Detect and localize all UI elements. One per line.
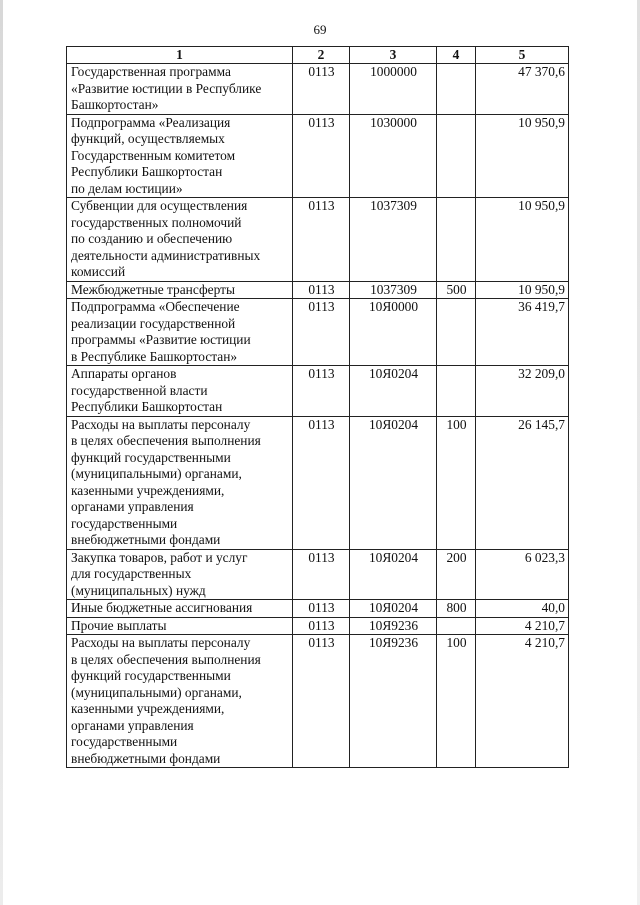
cell-article: 10Я0204 (350, 549, 437, 600)
table-row (67, 635, 569, 768)
name-line: Подпрограмма «Реализация (71, 114, 231, 130)
cell-sum: 47 370,6 (476, 64, 569, 115)
cell-name (67, 114, 293, 198)
table-row (67, 281, 569, 299)
cell-name (67, 198, 293, 282)
name-line: по созданию и обеспечению (71, 231, 233, 246)
table-row (67, 64, 569, 115)
name-line: Прочие выплаты (71, 617, 167, 633)
cell-sum: 40,0 (476, 600, 569, 618)
name-line: реализации государственной (71, 315, 236, 331)
name-line: Закупка товаров, работ и услуг (71, 549, 248, 565)
name-line: по делам юстиции» (71, 180, 183, 196)
name-line: Иные бюджетные ассигнования (71, 600, 253, 615)
header-col-4: 4 (437, 47, 476, 64)
name-line: внебюджетными фондами (71, 532, 221, 547)
name-line: государственными (71, 515, 178, 531)
cell-sum: 26 145,7 (476, 416, 569, 549)
name-line: функций государственными (71, 449, 231, 465)
cell-article: 10Я9236 (350, 635, 437, 768)
cell-article: 10Я9236 (350, 617, 437, 635)
name-line: Субвенции для осуществления (71, 198, 248, 213)
cell-section: 0113 (293, 64, 350, 115)
name-line: (муниципальных) нужд (71, 582, 206, 598)
cell-sum: 4 210,7 (476, 617, 569, 635)
cell-sum: 10 950,9 (476, 114, 569, 198)
page-number: 69 (313, 22, 327, 37)
name-line: государственными (71, 734, 178, 749)
name-line: Подпрограмма «Обеспечение (71, 299, 240, 314)
cell-expense-type (437, 64, 476, 115)
name-line: (муниципальными) органами, (71, 684, 242, 700)
name-line: Башкортостан» (71, 97, 159, 112)
name-line: Расходы на выплаты персоналу (71, 635, 251, 650)
name-line: внебюджетными фондами (71, 750, 221, 766)
cell-section: 0113 (293, 416, 350, 549)
cell-section: 0113 (293, 635, 350, 768)
name-line: «Развитие юстиции в Республике (71, 80, 262, 96)
cell-article: 10Я0204 (350, 366, 437, 417)
table-row (67, 299, 569, 366)
cell-expense-type: 200 (437, 549, 476, 600)
cell-section: 0113 (293, 114, 350, 198)
cell-name (67, 299, 293, 366)
cell-section: 0113 (293, 281, 350, 299)
cell-section: 0113 (293, 366, 350, 417)
name-line: Государственная программа (71, 64, 231, 79)
name-line: Расходы на выплаты персоналу (71, 416, 251, 432)
header-col-2: 2 (293, 47, 350, 64)
name-line: комиссий (71, 264, 126, 279)
cell-article: 1030000 (350, 114, 437, 198)
name-line: государственной власти (71, 382, 208, 398)
cell-name (67, 549, 293, 600)
cell-sum: 4 210,7 (476, 635, 569, 768)
table-row (67, 114, 569, 198)
table-row (67, 600, 569, 618)
name-line: органами управления (71, 717, 194, 733)
cell-article: 10Я0000 (350, 299, 437, 366)
table-row (67, 549, 569, 600)
cell-section: 0113 (293, 549, 350, 600)
table-row (67, 366, 569, 417)
cell-section: 0113 (293, 600, 350, 618)
table-body (67, 64, 569, 768)
cell-name (67, 366, 293, 417)
cell-sum: 10 950,9 (476, 281, 569, 299)
cell-expense-type: 100 (437, 416, 476, 549)
name-line: программы «Развитие юстиции (71, 332, 251, 347)
name-line: (муниципальными) органами, (71, 466, 242, 481)
cell-sum: 36 419,7 (476, 299, 569, 366)
cell-expense-type: 100 (437, 635, 476, 768)
cell-expense-type: 800 (437, 600, 476, 618)
cell-article: 10Я0204 (350, 600, 437, 618)
name-line: функций, осуществляемых (71, 131, 225, 146)
name-line: функций государственными (71, 668, 231, 683)
name-line: Аппараты органов (71, 366, 177, 381)
name-line: органами управления (71, 499, 194, 514)
table-row (67, 198, 569, 282)
cell-article: 1037309 (350, 198, 437, 282)
cell-sum: 6 023,3 (476, 549, 569, 600)
cell-expense-type: 500 (437, 281, 476, 299)
table-row (67, 416, 569, 549)
header-col-1: 1 (67, 47, 293, 64)
name-line: в целях обеспечения выполнения (71, 433, 261, 448)
cell-sum: 32 209,0 (476, 366, 569, 417)
scan-edge-left (0, 0, 3, 905)
cell-section: 0113 (293, 617, 350, 635)
cell-section: 0113 (293, 299, 350, 366)
name-line: казенными учреждениями, (71, 701, 225, 716)
budget-table (66, 46, 569, 768)
name-line: Государственным комитетом (71, 147, 236, 163)
cell-name (67, 635, 293, 768)
header-col-5: 5 (476, 47, 569, 64)
cell-section: 0113 (293, 198, 350, 282)
name-line: в Республике Башкортостан» (71, 348, 238, 364)
cell-name (67, 281, 293, 299)
cell-expense-type (437, 299, 476, 366)
table-row (67, 617, 569, 635)
cell-sum: 10 950,9 (476, 198, 569, 282)
name-line: Межбюджетные трансферты (71, 281, 235, 297)
cell-name (67, 600, 293, 618)
header-row (67, 47, 569, 64)
name-line: Республики Башкортостан (71, 164, 223, 179)
name-line: Республики Башкортостан (71, 399, 223, 414)
name-line: казенными учреждениями, (71, 482, 225, 498)
name-line: деятельности административных (71, 247, 261, 263)
cell-expense-type (437, 198, 476, 282)
name-line: в целях обеспечения выполнения (71, 651, 261, 667)
cell-expense-type (437, 366, 476, 417)
cell-name (67, 617, 293, 635)
name-line: государственных полномочий (71, 214, 242, 230)
cell-expense-type (437, 114, 476, 198)
name-line: для государственных (71, 566, 192, 581)
cell-article: 1000000 (350, 64, 437, 115)
cell-name (67, 64, 293, 115)
header-col-3: 3 (350, 47, 437, 64)
cell-name (67, 416, 293, 549)
cell-expense-type (437, 617, 476, 635)
cell-article: 1037309 (350, 281, 437, 299)
cell-article: 10Я0204 (350, 416, 437, 549)
